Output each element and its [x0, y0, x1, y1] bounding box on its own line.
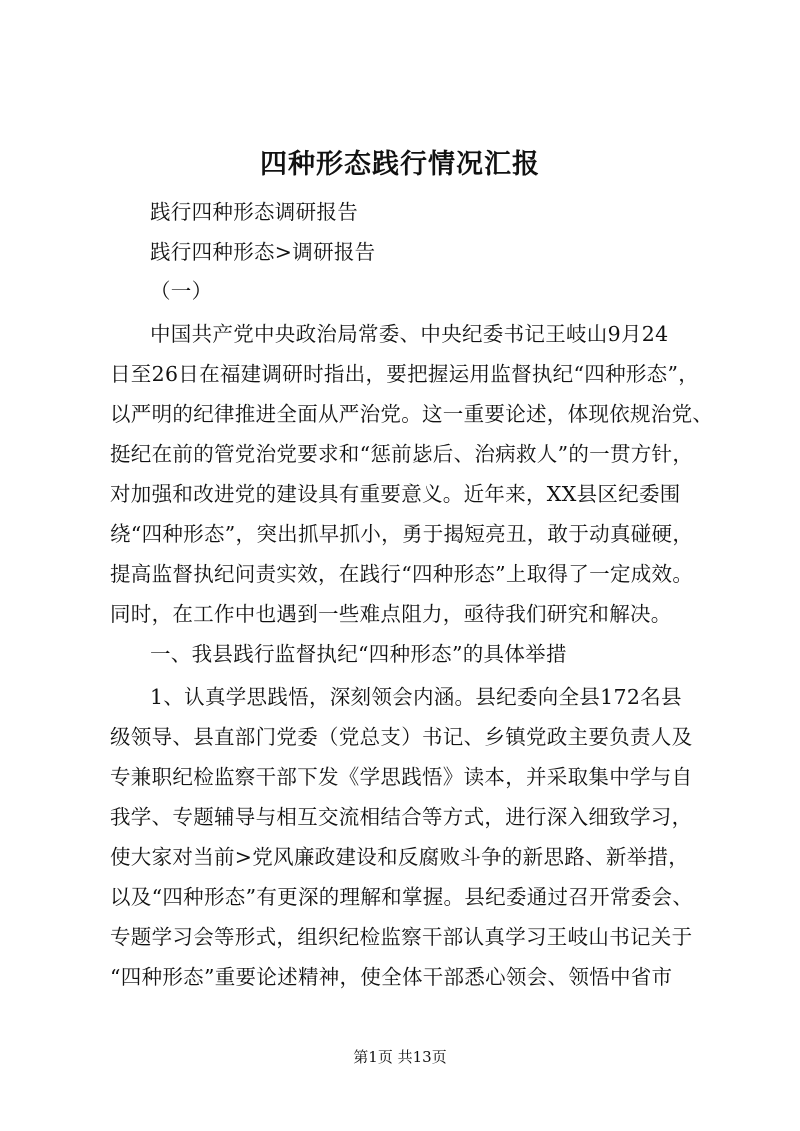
paragraph-line: 绕“四种形态”，突出抓早抓小，勇于揭短亮丑，敢于动真碰硬， — [110, 522, 694, 546]
document-title: 四种形态践行情况汇报 — [260, 149, 540, 180]
paragraph-line: 日至26日在福建调研时指出，要把握运用监督执纪“四种形态”， — [110, 362, 700, 386]
paragraph-line: 以及“四种形态”有更深的理解和掌握。县纪委通过召开常委会、 — [110, 885, 694, 909]
paragraph-line: 使大家对当前>党风廉政建设和反腐败斗争的新思路、新举措， — [110, 845, 690, 869]
subtitle-line: 践行四种形态调研报告 — [150, 200, 358, 224]
paragraph-line: 专兼职纪检监察干部下发《学思践悟》读本，并采取集中学与自 — [110, 765, 693, 789]
paragraph-line: 对加强和改进党的建设具有重要意义。近年来，XX县区纪委围 — [110, 482, 681, 506]
paragraph-line: 挺纪在前的管党治党要求和“惩前毖后、治病救人”的一贯方针， — [110, 442, 694, 466]
paragraph-line: 级领导、县直部门党委（党总支）书记、乡镇党政主要负责人及 — [110, 725, 693, 749]
paragraph-line: 中国共产党中央政治局常委、中央纪委书记王岐山9月24 — [150, 322, 669, 346]
paragraph-line: 同时，在工作中也遇到一些难点阻力，亟待我们研究和解决。 — [110, 602, 672, 626]
section-marker: （一） — [150, 279, 213, 303]
paragraph-line: 专题学习会等形式，组织纪检监察干部认真学习王岐山书记关于 — [110, 925, 693, 949]
page-number-footer: 第1页 共13页 — [353, 1048, 447, 1066]
paragraph-line: “四种形态”重要论述精神，使全体干部悉心领会、领悟中省市 — [110, 965, 673, 989]
paragraph-line: 提高监督执纪问责实效，在践行“四种形态”上取得了一定成效。 — [110, 562, 694, 586]
subtitle-line: 践行四种形态>调研报告 — [150, 240, 376, 264]
section-heading: 一、我县践行监督执纪“四种形态”的具体举措 — [150, 642, 567, 666]
paragraph-line: 我学、专题辅导与相互交流相结合等方式，进行深入细致学习， — [110, 805, 693, 829]
paragraph-line: 以严明的纪律推进全面从严治党。这一重要论述，体现依规治党、 — [110, 402, 714, 426]
paragraph-line: 1、认真学思践悟，深刻领会内涵。县纪委向全县172名县 — [150, 685, 682, 709]
